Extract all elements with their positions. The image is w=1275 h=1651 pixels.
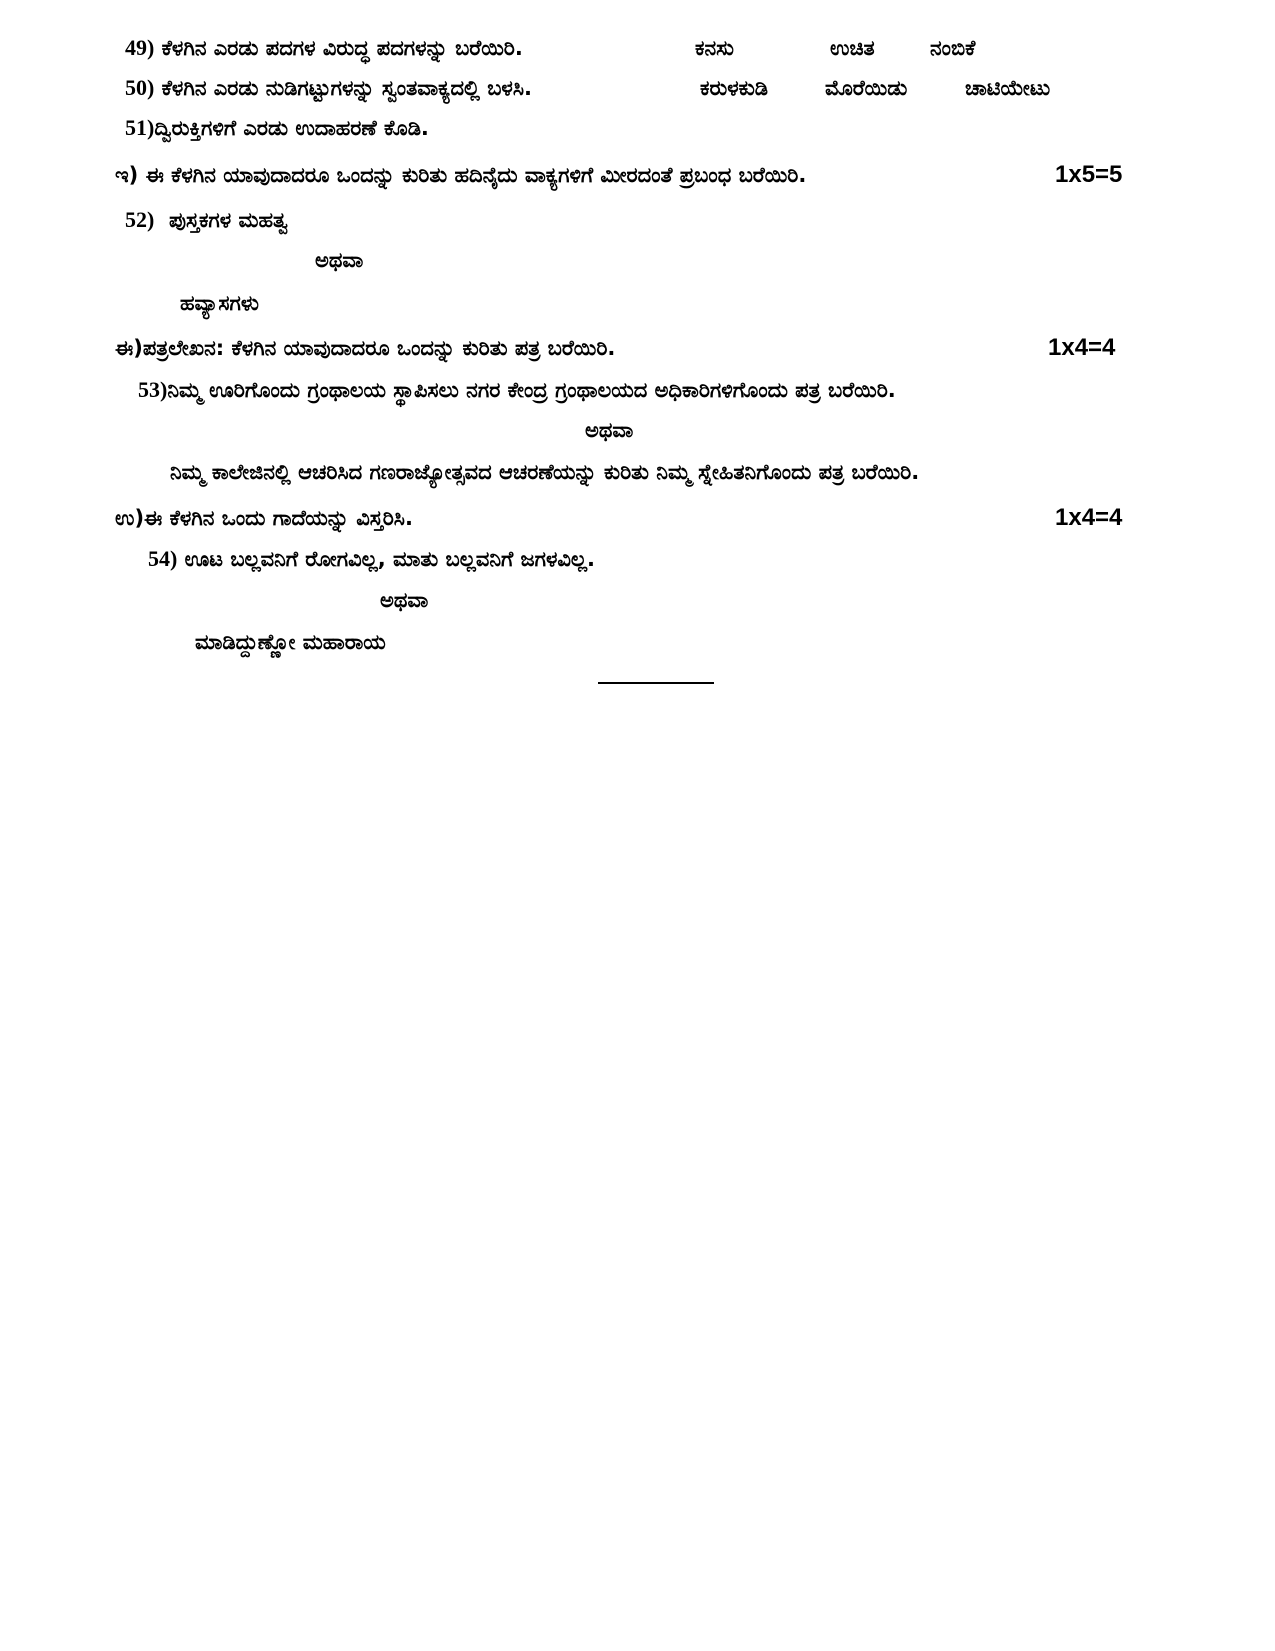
letter-option-b: ನಿಮ್ಮ ಕಾಲೇಜಿನಲ್ಲಿ ಆಚರಿಸಿದ ಗಣರಾಜ್ಯೋತ್ಸವದ ಆಚರಣೆಯನ್ನು ಕುರಿತು ನಿಮ್ಮ ಸ್ನೇಹಿತನಿಗೊಂದು ಪತ್ರ ಬರೆಯಿರಿ. — [170, 460, 920, 484]
end-of-paper-line — [598, 682, 714, 684]
q50-word-1: ಕರುಳಕುಡಿ — [700, 76, 768, 100]
q49-word-1: ಕನಸು — [695, 36, 734, 60]
question-text: ಕೆಳಗಿನ ಎರಡು ನುಡಿಗಟ್ಟುಗಳನ್ನು ಸ್ವಂತವಾಕ್ಯದಲ್ಲಿ ಬಳಸಿ. — [161, 76, 532, 100]
section-proverb-marks: 1x4=4 — [1055, 504, 1123, 531]
essay-option-a: ಪುಸ್ತಕಗಳ ಮಹತ್ವ — [168, 208, 288, 232]
question-52 — [125, 205, 288, 235]
section-instruction: ಈ ಕೆಳಗಿನ ಯಾವುದಾದರೂ ಒಂದನ್ನು ಕುರಿತು ಹದಿನೈದು ವಾಕ್ಯಗಳಿಗೆ ಮೀರದಂತೆ ಪ್ರಬಂಧ ಬರೆಯಿರಿ. — [145, 163, 807, 187]
section-label: ಇ) — [115, 163, 139, 187]
question-text: ಕೆಳಗಿನ ಎರಡು ಪದಗಳ ವಿರುದ್ಧ ಪದಗಳನ್ನು ಬರೆಯಿರಿ. — [161, 36, 523, 60]
or-separator: ಅಥವಾ — [315, 248, 364, 272]
section-label: ಈ) — [115, 336, 143, 360]
question-51 — [125, 113, 429, 143]
question-49 — [125, 33, 523, 63]
letter-option-a: ನಿಮ್ಮ ಊರಿಗೊಂದು ಗ್ರಂಥಾಲಯ ಸ್ಥಾಪಿಸಲು ನಗರ ಕೇಂದ್ರ ಗ್ರಂಥಾಲಯದ ಅಧಿಕಾರಿಗಳಿಗೊಂದು ಪತ್ರ ಬರೆಯಿರಿ. — [167, 378, 896, 402]
question-text: ದ್ವಿರುಕ್ತಿಗಳಿಗೆ ಎರಡು ಉದಾಹರಣೆ ಕೊಡಿ. — [154, 116, 429, 140]
proverb-option-a: ಊಟ ಬಲ್ಲವನಿಗೆ ರೋಗವಿಲ್ಲ, ಮಾತು ಬಲ್ಲವನಿಗೆ ಜಗಳವಿಲ್ಲ. — [184, 547, 596, 571]
question-54 — [148, 544, 595, 574]
or-separator: ಅಥವಾ — [585, 418, 634, 442]
section-letter-marks: 1x4=4 — [1048, 334, 1116, 361]
question-number: 50) — [125, 75, 155, 100]
q49-word-2: ಉಚಿತ — [830, 36, 875, 60]
section-instruction: ಈ ಕೆಳಗಿನ ಒಂದು ಗಾದೆಯನ್ನು ವಿಸ್ತರಿಸಿ. — [144, 506, 413, 530]
section-letter-heading — [115, 333, 615, 363]
section-proverb-heading — [115, 503, 413, 533]
or-separator: ಅಥವಾ — [380, 588, 429, 612]
proverb-option-b: ಮಾಡಿದ್ದುಣ್ಣೋ ಮಹಾರಾಯ — [195, 630, 386, 654]
question-number: 49) — [125, 35, 155, 60]
section-label: ಉ) — [115, 506, 145, 530]
question-53 — [138, 375, 896, 405]
section-essay-marks: 1x5=5 — [1055, 161, 1123, 188]
q49-word-3: ನಂಬಿಕೆ — [930, 36, 976, 60]
section-essay-heading — [115, 160, 806, 190]
question-number: 51) — [125, 115, 155, 140]
q50-word-2: ಮೊರೆಯಿಡು — [825, 76, 908, 100]
question-number: 53) — [138, 377, 168, 402]
section-instruction: ಪತ್ರಲೇಖನ: ಕೆಳಗಿನ ಯಾವುದಾದರೂ ಒಂದನ್ನು ಕುರಿತು ಪತ್ರ ಬರೆಯಿರಿ. — [142, 336, 616, 360]
q50-word-3: ಚಾಟಿಯೇಟು — [965, 76, 1051, 100]
question-50 — [125, 73, 532, 103]
essay-option-b: ಹವ್ಯಾಸಗಳು — [180, 291, 259, 315]
question-number: 54) — [148, 546, 178, 571]
question-number: 52) — [125, 207, 155, 232]
